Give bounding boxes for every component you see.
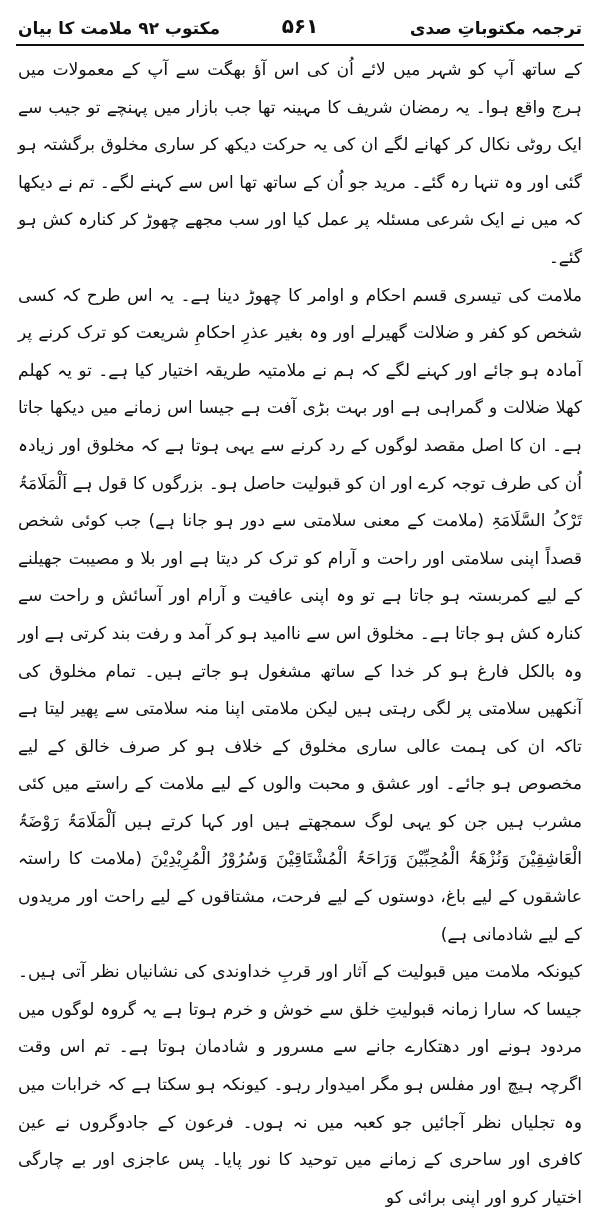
page-number: ۵۶۱ xyxy=(281,14,319,38)
paragraph: کیونکہ ملامت میں قبولیت کے آثار اور قربِ خداوندی کی نشانیاں نظر آتی ہیں۔ جیسا کہ سارا زمانہ قبولیتِ خلق سے خوش و خرم ہوتا ہے یہ گروہ لوگوں میں مردود ہونے اور دھتکارے جانے سے مسرور و شادمان ہوتا ہے۔ تم اس وقت اگرچہ ہیچ اور مفلس ہو مگر امیدوار رہو۔ کیونکہ ہو سکتا ہے کہ خرابات میں وہ تجلیاں نظر آجائیں جو کعبہ میں نہ ہوں۔ فرعون کے جادوگروں نے عین کافری اور ساحری کے زمانے میں توحید کا نور پایا۔ پس عاجزی اور بے چارگی اختیار کرو اور اپنی برائی کو xyxy=(18,962,582,1208)
header-divider xyxy=(16,44,584,46)
paragraph: ملامت کی تیسری قسم احکام و اوامر کا چھوڑ دینا ہے۔ یہ اس طرح کہ کسی شخص کو کفر و ضلالت گھیرلے اور وہ بغیر عذرِ احکامِ شریعت کو ترک کرنے پر آمادہ ہو جائے اور کہنے لگے کہ ہم نے ملامتیہ طریقہ اختیار کیا ہے۔ تو یہ کھلم کھلا ضلالت و گمراہی ہے اور بہت بڑی آفت ہے جیسا اس زمانے میں دیکھا جاتا ہے۔ ان کا اصل مقصد لوگوں کے رد کرنے سے یہی ہوتا ہے کہ مخلوق اور زیادہ اُن کی طرف توجہ کرے اور ان کو قبولیت حاصل ہو۔ بزرگوں کا قول ہے اَلْمَلَامَۃُ تَرْکُ السَّلَامَۃِ (ملامت کے معنی سلامتی سے دور ہو جانا ہے) جب کوئی شخص قصداً اپنی سلامتی اور راحت و آرام کو ترک کر دیتا ہے اور بلا و مصیبت جھیلنے کے لیے کمربستہ ہو جاتا ہے تو وہ اپنی عافیت و آرام اور آسائش و راحت سے کنارہ کش ہو جاتا ہے۔ مخلوق اس سے ناامید ہو کر آمد و رفت بند کرتی ہے اور وہ بالکل فارغ ہو کر خدا کے ساتھ مشغول ہو جاتے ہیں۔ تمام مخلوق کی آنکھیں سلامتی پر لگی رہتی ہیں لیکن ملامتی اپنا منہ سلامتی سے پھیر لیتا ہے تاکہ ان کی ہمت عالی ساری مخلوق کے خلاف ہو کر صرف خالق کے لیے مخصوص ہو جائے۔ اور عشق و محبت والوں کے لیے ملامت کے راستے میں کئی مشرب ہیں جن کو یہی لوگ سمجھتے ہیں اور کہا کرتے ہیں اَلْمَلَامَۃُ رَوْضَۃُ الْعَاشِقِیْنَ وَنُزْھَۃُ الْمُحِبِّیْنَ وَرَاحَۃُ الْمُشْتَاقِیْنَ وَسُرُوْرُ الْمُرِیْدِیْنَ (ملامت کا راستہ عاشقوں کے لیے باغ، دوستوں کے لیے فرحت، مشتاقوں کے لیے راحت اور مریدوں کے لیے شادمانی ہے) xyxy=(17,285,582,945)
paragraph: کے ساتھ آپ کو شہر میں لائے اُن کی اس آؤ بھگت سے آپ کے معمولات میں ہرج واقع ہوا۔ یہ رمضان شریف کا مہینہ تھا جب بازار میں پہنچے تو جیب سے ایک روٹی نکال کر کھانے لگے ان کی یہ حرکت دیکھ کر ساری مخلوق برگشتہ ہو گئی اور وہ تنہا رہ گئے۔ مرید جو اُن کے ساتھ تھا اس سے کہنے لگے۔ تم نے دیکھا کہ میں نے ایک شرعی مسئلہ پر عمل کیا اور سب مجھے چھوڑ کر کنارہ کش ہو گئے۔ xyxy=(18,60,582,268)
running-header xyxy=(14,0,586,44)
chapter-title: مکتوب ۹۲ ملامت کا بیان xyxy=(18,19,220,39)
body-text xyxy=(14,52,586,1217)
book-title: ترجمہ مکتوباتِ صدی xyxy=(409,19,582,39)
